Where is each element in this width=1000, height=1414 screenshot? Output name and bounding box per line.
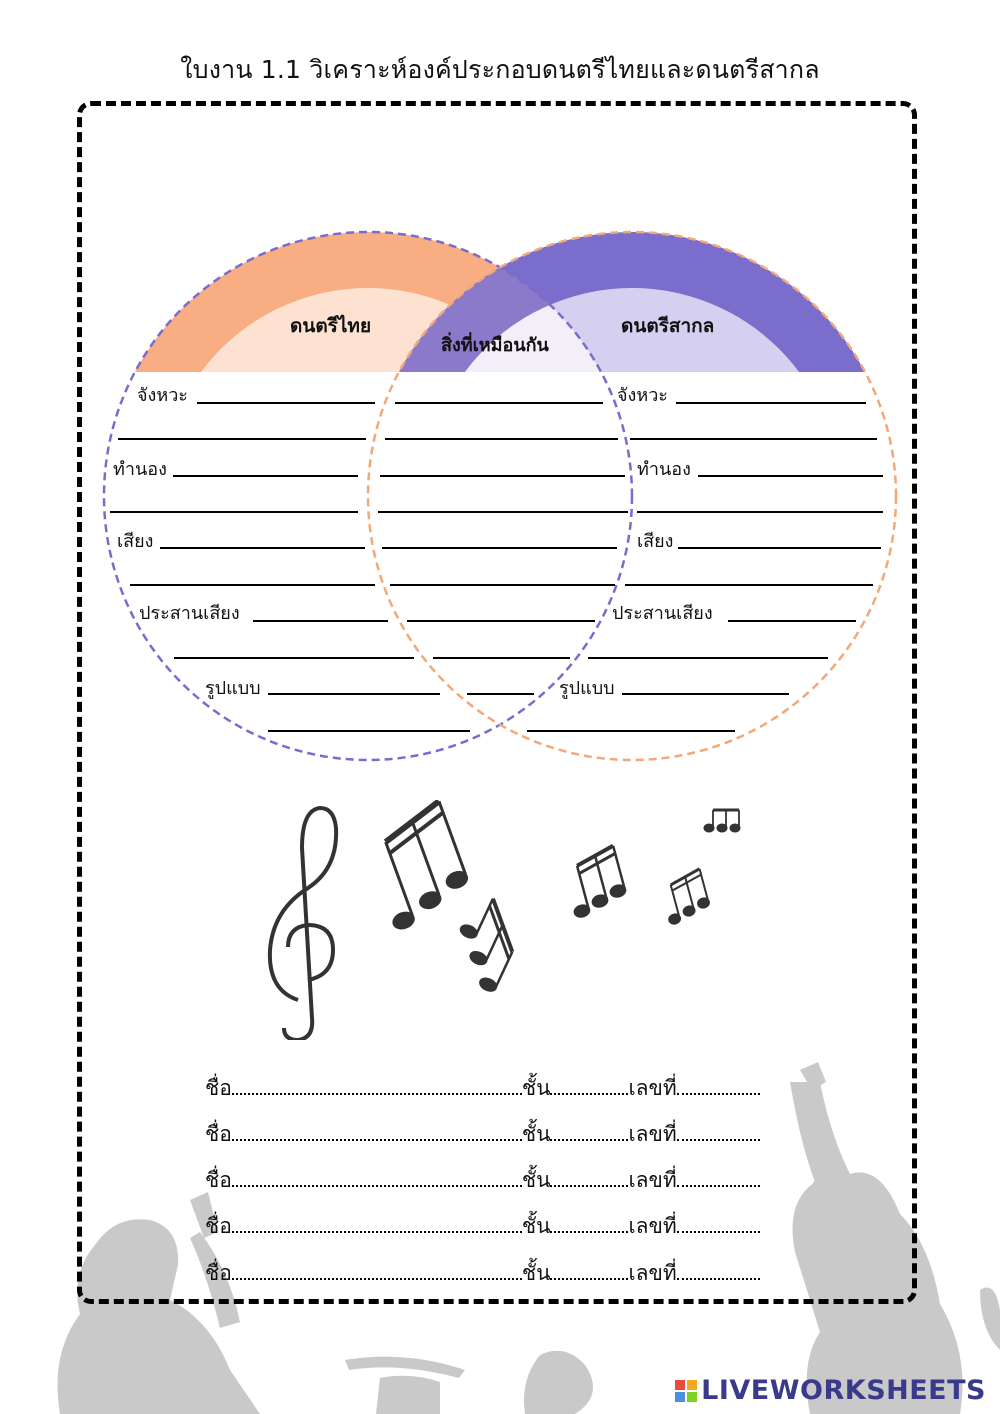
class-label: ชั้น	[521, 1261, 551, 1285]
thai-label-melody: ทำนอง	[113, 459, 167, 480]
intl-music-heading: ดนตรีสากล	[621, 315, 715, 337]
intl-label-harmony: ประสานเสียง	[612, 603, 713, 624]
thai-label-rhythm: จังหวะ	[137, 385, 188, 406]
answer-line[interactable]	[110, 511, 358, 513]
number-field[interactable]	[677, 1123, 760, 1141]
answer-line[interactable]	[678, 547, 881, 549]
number-field[interactable]	[677, 1077, 760, 1095]
class-field[interactable]	[550, 1215, 628, 1233]
class-field[interactable]	[550, 1123, 628, 1141]
class-label: ชั้น	[521, 1076, 551, 1100]
answer-line[interactable]	[698, 475, 883, 477]
answer-line[interactable]	[173, 475, 358, 477]
answer-line[interactable]	[390, 584, 615, 586]
answer-line[interactable]	[382, 547, 617, 549]
name-label: ชื่อ	[205, 1122, 232, 1146]
intl-label-melody: ทำนอง	[637, 459, 691, 480]
answer-line[interactable]	[395, 402, 603, 404]
beamed-notes-icon	[704, 810, 740, 832]
name-field[interactable]	[232, 1123, 522, 1141]
answer-line[interactable]	[378, 511, 628, 513]
beamed-notes-icon	[359, 801, 477, 932]
intl-label-tone: เสียง	[637, 531, 674, 552]
answer-line[interactable]	[130, 584, 375, 586]
answer-line[interactable]	[467, 693, 534, 695]
thai-music-heading: ดนตรีไทย	[290, 315, 372, 337]
thai-label-form: รูปแบบ	[205, 678, 261, 699]
answer-line[interactable]	[637, 511, 883, 513]
student-row	[205, 1257, 760, 1290]
brand-text: LIVEWORKSHEETS	[701, 1375, 986, 1406]
number-field[interactable]	[677, 1262, 760, 1280]
answer-line[interactable]	[588, 657, 828, 659]
answer-line[interactable]	[625, 584, 873, 586]
student-row	[205, 1164, 760, 1197]
class-label: ชั้น	[521, 1168, 551, 1192]
name-label: ชื่อ	[205, 1168, 232, 1192]
music-notes-illustration	[240, 800, 760, 1040]
logo-square	[675, 1392, 685, 1402]
class-field[interactable]	[550, 1262, 628, 1280]
number-label: เลขที่	[628, 1261, 677, 1285]
logo-square	[687, 1392, 697, 1402]
answer-line[interactable]	[433, 657, 570, 659]
answer-line[interactable]	[728, 620, 856, 622]
answer-line[interactable]	[630, 438, 877, 440]
number-label: เลขที่	[628, 1214, 677, 1238]
answer-line[interactable]	[253, 620, 388, 622]
number-label: เลขที่	[628, 1076, 677, 1100]
answer-line[interactable]	[174, 657, 414, 659]
thai-label-tone: เสียง	[117, 531, 154, 552]
answer-line[interactable]	[268, 730, 470, 732]
name-label: ชื่อ	[205, 1076, 232, 1100]
logo-square	[687, 1380, 697, 1390]
answer-line[interactable]	[527, 730, 735, 732]
name-label: ชื่อ	[205, 1214, 232, 1238]
class-label: ชั้น	[521, 1122, 551, 1146]
answer-line[interactable]	[676, 402, 866, 404]
beamed-notes-icon	[658, 869, 713, 926]
number-field[interactable]	[677, 1215, 760, 1233]
name-field[interactable]	[232, 1077, 522, 1095]
answer-line[interactable]	[160, 547, 365, 549]
similarities-heading: สิ่งที่เหมือนกัน	[441, 335, 549, 356]
liveworksheets-logo	[675, 1375, 986, 1406]
intl-label-rhythm: จังหวะ	[617, 385, 668, 406]
beamed-notes-icon	[441, 891, 530, 993]
beamed-notes-icon	[560, 846, 630, 919]
answer-line[interactable]	[197, 402, 375, 404]
name-field[interactable]	[232, 1169, 522, 1187]
answer-line[interactable]	[380, 475, 625, 477]
answer-line[interactable]	[622, 693, 789, 695]
class-field[interactable]	[550, 1077, 628, 1095]
number-label: เลขที่	[628, 1122, 677, 1146]
name-field[interactable]	[232, 1215, 522, 1233]
student-row	[205, 1118, 760, 1151]
name-field[interactable]	[232, 1262, 522, 1280]
class-label: ชั้น	[521, 1214, 551, 1238]
liveworksheets-logo-icon	[675, 1380, 697, 1402]
worksheet-title: ใบงาน 1.1 วิเคราะห์องค์ประกอบดนตรีไทยและดนตรีสากล	[180, 55, 820, 84]
student-row	[205, 1210, 760, 1243]
thai-label-harmony: ประสานเสียง	[139, 603, 240, 624]
number-field[interactable]	[677, 1169, 760, 1187]
student-row	[205, 1072, 760, 1105]
name-label: ชื่อ	[205, 1261, 232, 1285]
intl-label-form: รูปแบบ	[559, 678, 615, 699]
answer-line[interactable]	[118, 438, 366, 440]
logo-square	[675, 1380, 685, 1390]
answer-line[interactable]	[268, 693, 440, 695]
answer-line[interactable]	[407, 620, 595, 622]
number-label: เลขที่	[628, 1168, 677, 1192]
answer-line[interactable]	[385, 438, 618, 440]
class-field[interactable]	[550, 1169, 628, 1187]
